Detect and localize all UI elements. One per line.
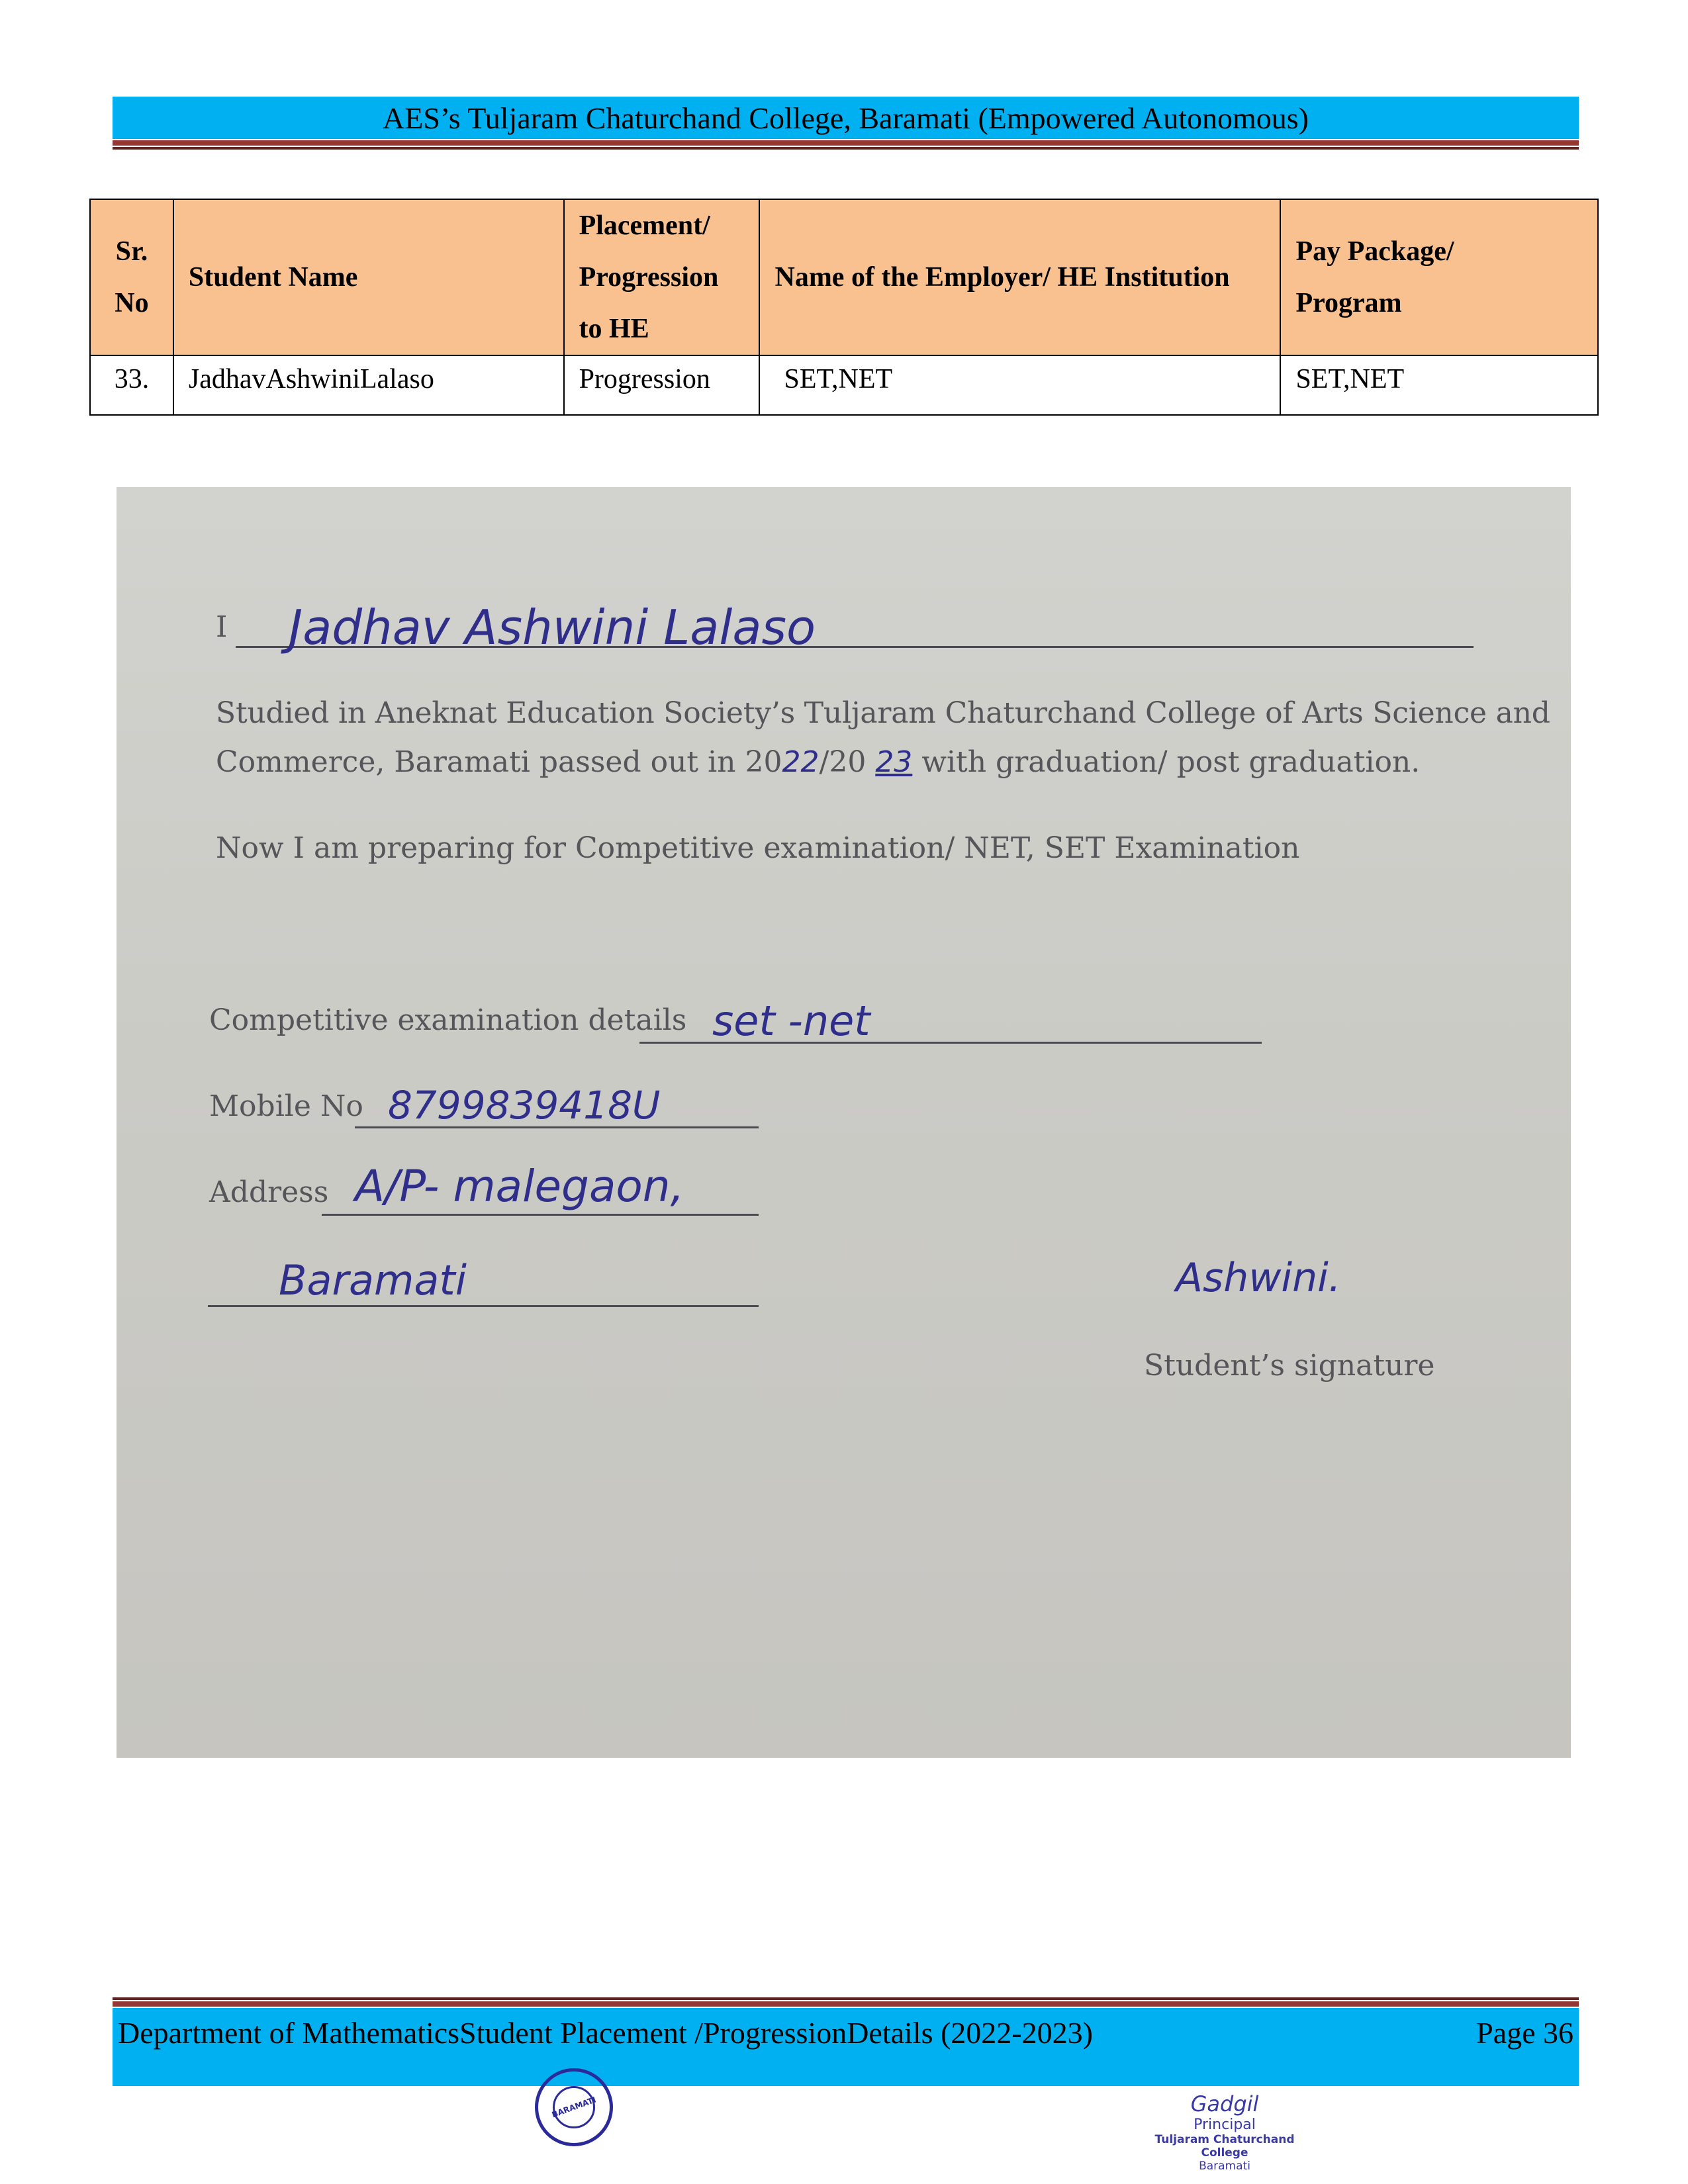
student-signature: Ashwini. [1176,1255,1341,1301]
header-title: AES’s Tuljaram Chaturchand College, Baramati (Empowered Autonomous) [383,101,1309,135]
exam-value: set -net [712,997,870,1045]
declaration-photo [117,487,1571,1758]
exam-label: Competitive examination details [209,1003,687,1037]
address-line-1: A/P- malegaon, [355,1161,684,1212]
cell-placement: Progression [564,355,760,415]
principal-college: Tuljaram Chaturchand College [1154,2133,1295,2160]
header-pay-package: Pay Package/ Program [1280,199,1598,355]
principal-signature: Gadgil [1190,2091,1259,2116]
address-line-2: Baramati [279,1256,467,1304]
name-prefix: I [216,610,228,644]
footer-rule-thin [113,1997,1579,2000]
mobile-label: Mobile No [209,1089,363,1123]
handwritten-name: Jadhav Ashwini Lalaso [289,600,816,655]
header-rule [113,140,1579,146]
address-underline-1 [322,1214,759,1216]
address-label: Address [209,1175,329,1209]
studied-line-2: Commerce, Baramati passed out in 2022/20 23 with graduation/ post graduation. [216,745,1421,779]
college-seal: BARAMATI [535,2068,613,2146]
footer-band [113,2008,1579,2086]
cell-pay-package: SET,NET [1280,355,1598,415]
cell-sr-no: 33. [90,355,173,415]
header-employer: Name of the Employer/ HE Institution [759,199,1280,355]
placement-table [89,199,1599,416]
footer-rule [113,2001,1579,2007]
year-from: 22 [782,745,820,779]
header-sr-no: Sr. No [90,199,173,355]
cell-student-name: JadhavAshwiniLalaso [173,355,564,415]
header-rule-thin [113,147,1579,150]
address-underline-2 [208,1305,759,1307]
studied-line-1: Studied in Aneknat Education Society’s Tuljaram Chaturchand College of Arts Science and [216,696,1550,730]
header-placement: Placement/ Progression to HE [564,199,760,355]
table-row [90,355,1598,415]
footer-text: Department of MathematicsStudent Placement /ProgressionDetails (2022-2023) [118,2016,1093,2050]
page-number: Page 36 [1476,2016,1573,2050]
year-to: 23 [875,745,913,779]
preparing-line: Now I am preparing for Competitive examination/ NET, SET Examination [216,831,1300,865]
table-header-row [90,199,1598,355]
principal-title: Principal [1194,2116,1256,2133]
principal-city: Baramati [1199,2160,1250,2173]
mobile-value: 8799839418U [388,1083,661,1128]
header-band [113,97,1579,139]
cell-employer: SET,NET [759,355,1280,415]
principal-stamp [1139,2091,1311,2173]
header-student-name: Student Name [173,199,564,355]
signature-label: Student’s signature [1144,1349,1435,1383]
